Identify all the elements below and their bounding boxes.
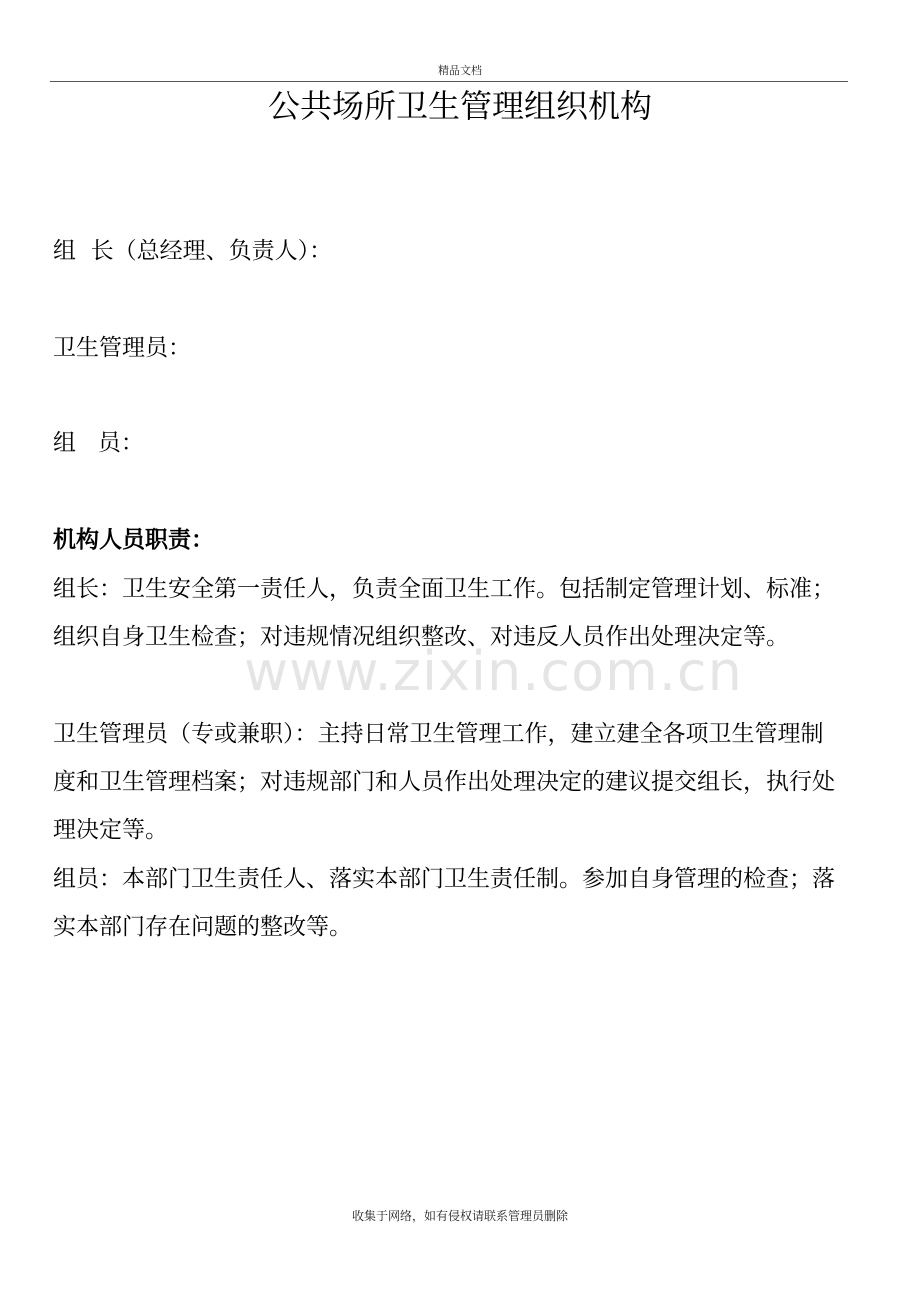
header-note: 精品文档 [438,64,482,77]
duty-label: 卫生管理员（专或兼职）： [53,721,318,747]
duty-label: 组长： [53,576,122,602]
page-title: 公共场所卫生管理组织机构 [267,87,652,125]
footer-note: 收集于网络，如有侵权请联系管理员删除 [351,1209,568,1223]
duty-manager [53,710,845,854]
duty-members [53,855,845,951]
duty-text: 本部门卫生责任人、落实本部门卫生责任制。参加自身管理的检查；落实本部门存在问题的整改等。 [53,866,835,940]
field-members: 组 员： [53,430,144,456]
duties-heading: 机构人员职责： [53,527,214,553]
duty-text: 卫生安全第一责任人，负责全面卫生工作。包括制定管理计划、标准；组织自身卫生检查；对违规情况组织整改、对违反人员作出处理决定等。 [53,576,835,650]
duty-text: 主持日常卫生管理工作，建立建全各项卫生管理制度和卫生管理档案；对违规部门和人员作出处理决定的建议提交组长，执行处理决定等。 [53,721,835,843]
duty-label: 组员： [53,866,122,892]
duty-leader [53,565,845,661]
header-divider [50,81,848,82]
watermark: www.zixin.com.cn [244,640,743,703]
field-manager: 卫生管理员： [53,335,191,361]
field-leader: 组 长（总经理、负责人）： [53,238,333,264]
